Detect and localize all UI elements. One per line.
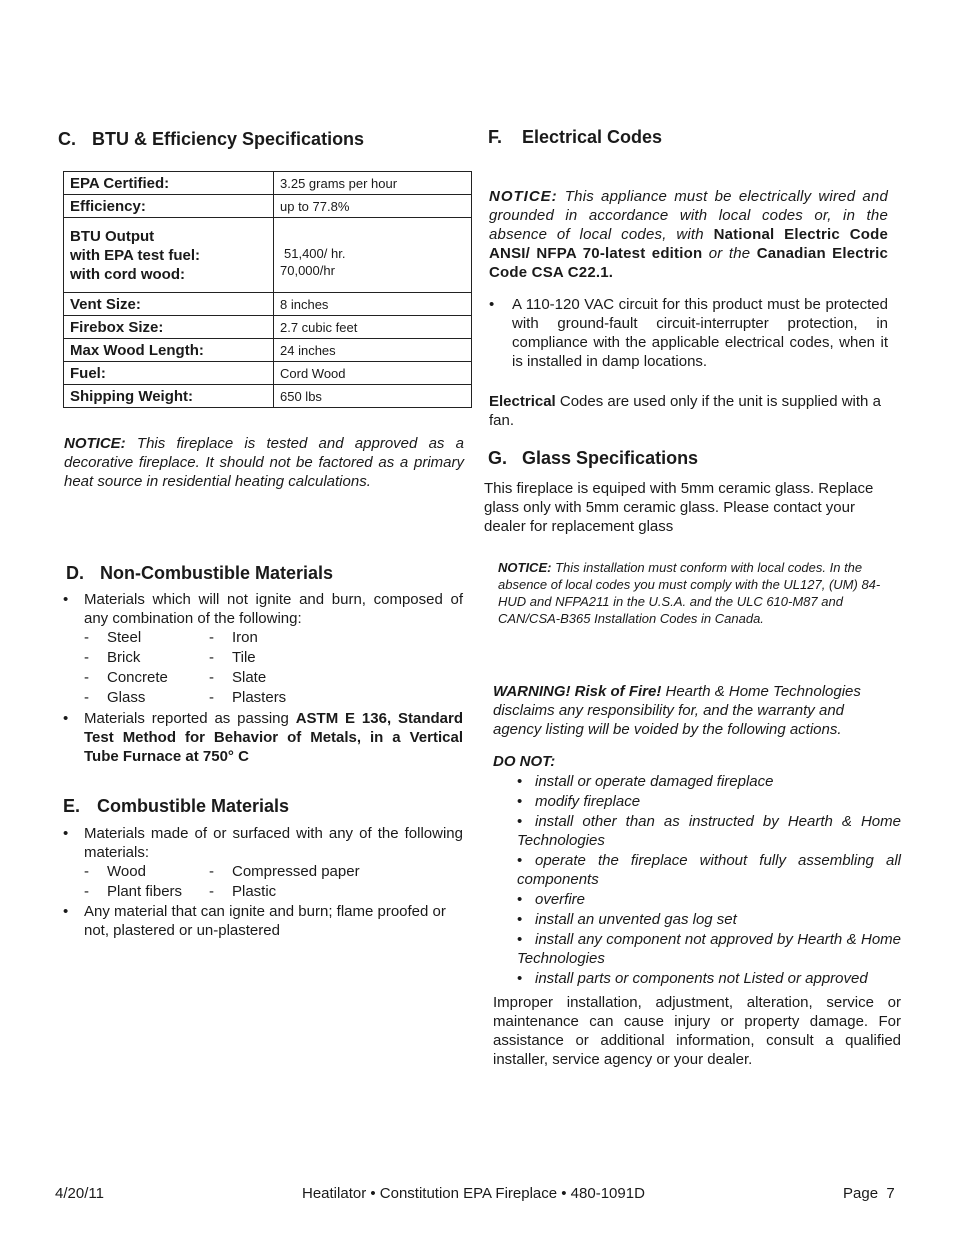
list-item-text: Materials reported as passing bbox=[84, 710, 296, 727]
section-title: BTU & Efficiency Specifications bbox=[92, 129, 365, 149]
list-item bbox=[517, 890, 901, 909]
notice-bold-code: Canadian Electric Code CSA C22.1. bbox=[489, 245, 888, 281]
spec-label: Max Wood Length: bbox=[64, 339, 274, 362]
list-item bbox=[63, 590, 463, 708]
table-row bbox=[64, 293, 472, 316]
material: Steel bbox=[107, 629, 142, 646]
bullet-icon: • bbox=[63, 710, 69, 727]
material: Compressed paper bbox=[232, 863, 360, 880]
table-row bbox=[64, 385, 472, 408]
materials-pairs bbox=[84, 862, 463, 902]
spec-label-line: with cord wood: bbox=[70, 265, 185, 283]
fireplace-notice bbox=[64, 434, 464, 491]
section-letter: D. bbox=[66, 563, 84, 583]
spec-value: 650 lbs bbox=[274, 385, 472, 408]
materials-pair-row: - Wood - Compressed paper bbox=[84, 863, 360, 880]
closing-paragraph: Improper installation, adjustment, alteration, service or maintenance can cause injury or property damage. For assistance or additional information, consult a qualified installer, service agency or your dealer. bbox=[493, 994, 901, 1068]
list-item-text: install an unvented gas log set bbox=[535, 911, 737, 928]
list-item-text: install parts or components not Listed or approved bbox=[535, 970, 868, 987]
spec-value: 3.25 grams per hour bbox=[274, 172, 472, 195]
spec-label: Efficiency: bbox=[64, 195, 274, 218]
spec-label-line: with EPA test fuel: bbox=[70, 246, 201, 264]
list-item-text: A 110-120 VAC circuit for this product must be protected with ground-fault circuit-interrupter protection, in compliance with the applicable electrical codes, when it is installed in damp locations. bbox=[512, 296, 888, 370]
bullet-icon: • bbox=[517, 813, 523, 830]
material: Plant fibers bbox=[107, 883, 183, 900]
materials-pair-row: - Steel - Iron bbox=[84, 629, 258, 646]
list-item-text: modify fireplace bbox=[535, 793, 641, 810]
spec-value: 8 inches bbox=[274, 293, 472, 316]
section-title: Non-Combustible Materials bbox=[100, 563, 334, 583]
do-not-list bbox=[517, 772, 901, 989]
bullet-icon: • bbox=[63, 903, 69, 920]
list-item bbox=[517, 851, 901, 889]
bullet-icon: • bbox=[63, 825, 69, 842]
spec-value: 2.7 cubic feet bbox=[274, 316, 472, 339]
spec-label: Firebox Size: bbox=[64, 316, 274, 339]
list-item bbox=[63, 902, 463, 940]
list-item-text: install other than as instructed by Hearth & Home Technologies bbox=[517, 813, 901, 849]
materials-pairs bbox=[84, 628, 463, 708]
spec-label: Shipping Weight: bbox=[64, 385, 274, 408]
spec-label: EPA Certified: bbox=[64, 172, 274, 195]
spec-value: Cord Wood bbox=[274, 362, 472, 385]
materials-pair-row: - Plant fibers - Plastic bbox=[84, 883, 277, 900]
spec-label: Fuel: bbox=[64, 362, 274, 385]
section-title: Combustible Materials bbox=[97, 796, 290, 816]
astm-standard: ASTM E 136, Standard Test Method for Behavior of Metals, in a Vertical Tube Furnace at 750° C bbox=[84, 710, 463, 765]
notice-text: This installation must conform with local codes. In the absence of local codes you must comply with the UL127, (UM) 84-HUD and NFPA211 in the U.S.A. and the ULC 610-M87 and CAN/CSA-B365 Installation Codes in Canada. bbox=[498, 560, 881, 626]
spec-value: 24 inches bbox=[274, 339, 472, 362]
list-item bbox=[517, 812, 901, 850]
material: Concrete bbox=[107, 669, 168, 686]
table-row bbox=[64, 339, 472, 362]
list-item bbox=[63, 824, 463, 902]
spec-label bbox=[64, 218, 274, 293]
specifications-table bbox=[63, 171, 472, 408]
glass-text: This fireplace is equiped with 5mm ceramic glass. Replace glass only with 5mm ceramic glass. Please contact your dealer for replacement glass bbox=[484, 480, 874, 535]
list-item-text: install any component not approved by Hearth & Home Technologies bbox=[517, 931, 901, 967]
notice-label: NOTICE: bbox=[498, 560, 552, 575]
do-not-label bbox=[493, 752, 555, 771]
material: Tile bbox=[232, 649, 256, 666]
material: Slate bbox=[232, 669, 267, 686]
material: Plasters bbox=[232, 689, 287, 706]
section-letter: C. bbox=[58, 129, 76, 149]
section-c-heading bbox=[58, 129, 364, 150]
section-letter: E. bbox=[63, 796, 81, 816]
spec-value: up to 77.8% bbox=[274, 195, 472, 218]
material: Brick bbox=[107, 649, 141, 666]
electrical-notice bbox=[489, 187, 888, 282]
list-item-text: Materials made of or surfaced with any of the following materials: bbox=[84, 825, 463, 861]
notice-label: NOTICE: bbox=[489, 188, 558, 205]
bullet-icon: • bbox=[517, 773, 523, 790]
combustible-list bbox=[63, 824, 463, 940]
section-letter: G. bbox=[488, 448, 508, 468]
spec-label-line: BTU Output bbox=[70, 227, 155, 245]
notice-text: This fireplace is tested and approved as a decorative fireplace. It should not be factored as a primary heat source in residential heating calculations. bbox=[64, 435, 464, 490]
list-item bbox=[63, 709, 463, 766]
bullet-icon: • bbox=[517, 852, 523, 869]
table-row bbox=[64, 316, 472, 339]
table-row bbox=[64, 195, 472, 218]
bullet-icon: • bbox=[517, 911, 523, 928]
bullet-icon: • bbox=[517, 970, 523, 987]
electrical-list bbox=[489, 295, 888, 371]
list-item bbox=[517, 910, 901, 929]
list-item bbox=[517, 930, 901, 968]
do-not-heading: DO NOT: bbox=[493, 753, 556, 770]
list-item-text: Materials which will not ignite and burn, composed of any combination of the following: bbox=[84, 591, 463, 627]
section-letter: F. bbox=[488, 127, 503, 147]
material: Iron bbox=[232, 629, 258, 646]
fan-note bbox=[489, 392, 889, 430]
material: Glass bbox=[107, 689, 146, 706]
footer-page-number: Page 7 bbox=[843, 1185, 895, 1202]
fan-note-text: Codes are used only if the unit is supplied with a fan. bbox=[489, 393, 881, 429]
list-item bbox=[517, 772, 901, 791]
section-d-heading bbox=[66, 563, 333, 584]
list-item bbox=[489, 295, 888, 371]
spec-value bbox=[274, 218, 472, 293]
fan-note-bold: Electrical bbox=[489, 393, 556, 410]
bullet-icon: • bbox=[517, 891, 523, 908]
spec-value-line: 51,400/ hr. bbox=[284, 246, 346, 261]
spec-value-line: 70,000/hr bbox=[280, 263, 335, 278]
section-g-heading bbox=[488, 448, 698, 469]
codes-notice bbox=[498, 559, 890, 627]
bullet-icon: • bbox=[517, 931, 523, 948]
materials-pair-row: - Brick - Tile bbox=[84, 649, 256, 666]
notice-text: This appliance must be electrically wired and grounded in accordance with local codes or, in the absence of local codes, with bbox=[489, 188, 888, 243]
footer-date: 4/20/11 bbox=[55, 1185, 104, 1202]
table-row bbox=[64, 218, 472, 293]
table-row bbox=[64, 362, 472, 385]
non-combustible-list bbox=[63, 590, 463, 766]
notice-bold-code: National Electric Code ANSI/ NFPA 70-latest edition bbox=[489, 226, 889, 262]
list-item-text: install or operate damaged fireplace bbox=[535, 773, 774, 790]
section-title: Electrical Codes bbox=[522, 127, 663, 147]
list-item bbox=[517, 792, 901, 811]
material: Wood bbox=[107, 863, 146, 880]
warning-label: WARNING! Risk of Fire! bbox=[493, 683, 662, 700]
list-item bbox=[517, 969, 901, 988]
warning-text: Hearth & Home Technologies disclaims any responsibility for, and the warranty and agency listing will be voided by the following actions. bbox=[493, 683, 861, 738]
notice-label: NOTICE: bbox=[64, 435, 126, 452]
bullet-icon: • bbox=[63, 591, 69, 608]
bullet-icon: • bbox=[517, 793, 523, 810]
fire-warning bbox=[493, 682, 893, 739]
bullet-icon: • bbox=[489, 296, 495, 313]
list-item-text: operate the fireplace without fully assembling all components bbox=[517, 852, 901, 888]
spec-label: Vent Size: bbox=[64, 293, 274, 316]
table-row bbox=[64, 172, 472, 195]
notice-text: or the bbox=[702, 245, 757, 262]
list-item-text: overfire bbox=[535, 891, 586, 908]
list-item-text: Any material that can ignite and burn; flame proofed or not, plastered or un-plastered bbox=[84, 903, 446, 939]
materials-pair-row: - Concrete - Slate bbox=[84, 669, 267, 686]
materials-pair-row: - Glass - Plasters bbox=[84, 689, 287, 706]
section-f-heading bbox=[488, 127, 662, 148]
section-e-heading bbox=[63, 796, 289, 817]
section-title: Glass Specifications bbox=[522, 448, 699, 468]
footer-document-title: Heatilator • Constitution EPA Fireplace • 480-1091D bbox=[302, 1185, 645, 1202]
material: Plastic bbox=[232, 883, 277, 900]
